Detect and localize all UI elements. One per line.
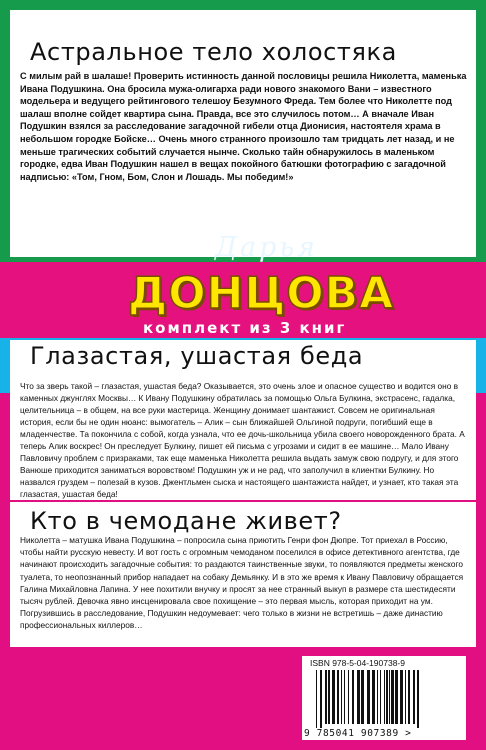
barcode-bar bbox=[367, 670, 370, 724]
barcode-bar bbox=[391, 670, 394, 724]
barcode-bar bbox=[372, 670, 375, 724]
barcode-bar bbox=[395, 670, 398, 724]
book-1-blurb: С милым рай в шалаше! Проверить истинность данной пословицы решила Николетта, маменька Ивана Подушкина. Она бросила мужа-олигарха ради нового знакомого Вани – известного модельера и ведущего рейтингового телешоу Безумного Фреда. Тем более что Николетте под шалаш вполне сойдет квартира сына. Правда, все это случилось потом… А вначале Иван Подушкин взялся за расследование загадочной гибели отца Дионисия, настоятеля храма в небольшом городке Бойске… Очень много странного произошло там тридцать лет назад, и не меньше трагических событий случается нынче. Сколько тайн обнаружилось в маленьком городке, едва Иван Подушкин нашел в вещах покойного батюшки фотографию с загадочной надписью: «Том, Гном, Бом, Слон и Лошадь. Мы победим!» bbox=[20, 71, 467, 182]
book-1-title: Астральное тело холостяка bbox=[30, 38, 397, 66]
barcode-bar bbox=[348, 670, 349, 724]
barcode-bar bbox=[405, 670, 406, 724]
barcode-bar bbox=[408, 670, 410, 724]
barcode-bar bbox=[417, 670, 419, 728]
barcode-bar bbox=[352, 670, 354, 724]
barcode-digits: 9 785041 907389 > bbox=[304, 728, 412, 739]
book-2-title: Глазастая, ушастая беда bbox=[30, 342, 364, 370]
kit-label: комплект из 3 книг bbox=[143, 319, 347, 337]
barcode-bar bbox=[344, 670, 345, 724]
barcode-bar bbox=[389, 670, 390, 724]
barcode-bar bbox=[357, 670, 360, 724]
barcode-bar bbox=[320, 670, 322, 728]
barcode-bar bbox=[386, 670, 388, 724]
barcode-graphic bbox=[314, 670, 454, 728]
isbn-text: ISBN 978-5-04-190738-9 bbox=[310, 658, 405, 668]
barcode-bar bbox=[328, 670, 330, 724]
barcode-bar bbox=[400, 670, 403, 724]
book-3-title: Кто в чемодане живет? bbox=[30, 507, 342, 535]
author-last-name: ДОНЦОВА bbox=[128, 268, 395, 319]
barcode-bar bbox=[341, 670, 342, 724]
book-2-blurb: Что за зверь такой – глазастая, ушастая беда? Оказывается, это очень злое и опасное существо и водится оно в каменных джунглях Москвы… К Ивану Подушкину обратилась за помощью Ольга Булкина, экстрасенс, гадалка, целительница – в общем, на все руки мастерица. Женщину донимает шантажист. Совсем не оригинальная история, если бы не один нюанс: вымогатель – Алик – сын ближайшей Ольгиной подруги, погибший еще в младенчестве. Та покончила с собой, когда узнала, что ее дочь-школьница убила своего новорожденного брата. А теперь Алик воскрес! Он преследует Булкину, пишет ей письма с угрозами и сидит в ее машине… Мало Ивану Павловичу проблем с призраками, так еще маменька Николетта решила выдать замуж свою подругу, и для этого Ванюше приходится заниматься воровством! Подушкин уж и не рад, что заполучил в клиентки Булкину. Но назвался груздем – полезай в кузов. Джентльмен сыска и настоящего шантажиста найдет, и узнает, кто такая эта глазастая, ушастая беда! bbox=[20, 381, 465, 499]
barcode-bar bbox=[384, 670, 385, 724]
barcode-bar bbox=[377, 670, 378, 724]
book-3-blurb: Николетта – матушка Ивана Подушкина – попросила сына приютить Генри фон Дюпре. Тот приехал в Россию, чтобы найти русскую невесту. И вот гость с огромным чемоданом поселился в офисе детективного агентства, где начинают происходить загадочные события: то раздаются таинственные звуки, то появляются предметы женского туалета, то неопознанный прибор нападает на собаку Демьянку. И в это же время к Ивану Павловичу обращается Галина Михайловна Лапина. У нее похитили внучку и просят за нее странный выкуп в размере ста шестидесяти тысяч рублей. Девочка явно инсценировала свое похищение – это первая мысль, которая приходит на ум. Погрузившись в расследование, Подушкин недоумевает: чего только в жизни не встретишь – даже династию профессиональных киллеров… bbox=[20, 535, 464, 631]
barcode-bar bbox=[380, 670, 381, 724]
author-first-name: Дарья bbox=[215, 232, 318, 263]
barcode-box bbox=[302, 656, 466, 740]
barcode-bar bbox=[332, 670, 335, 724]
barcode-bar bbox=[413, 670, 415, 724]
barcode-bar bbox=[361, 670, 364, 724]
barcode-bar bbox=[316, 670, 317, 728]
barcode-bar bbox=[325, 670, 327, 724]
barcode-bar bbox=[337, 670, 339, 724]
